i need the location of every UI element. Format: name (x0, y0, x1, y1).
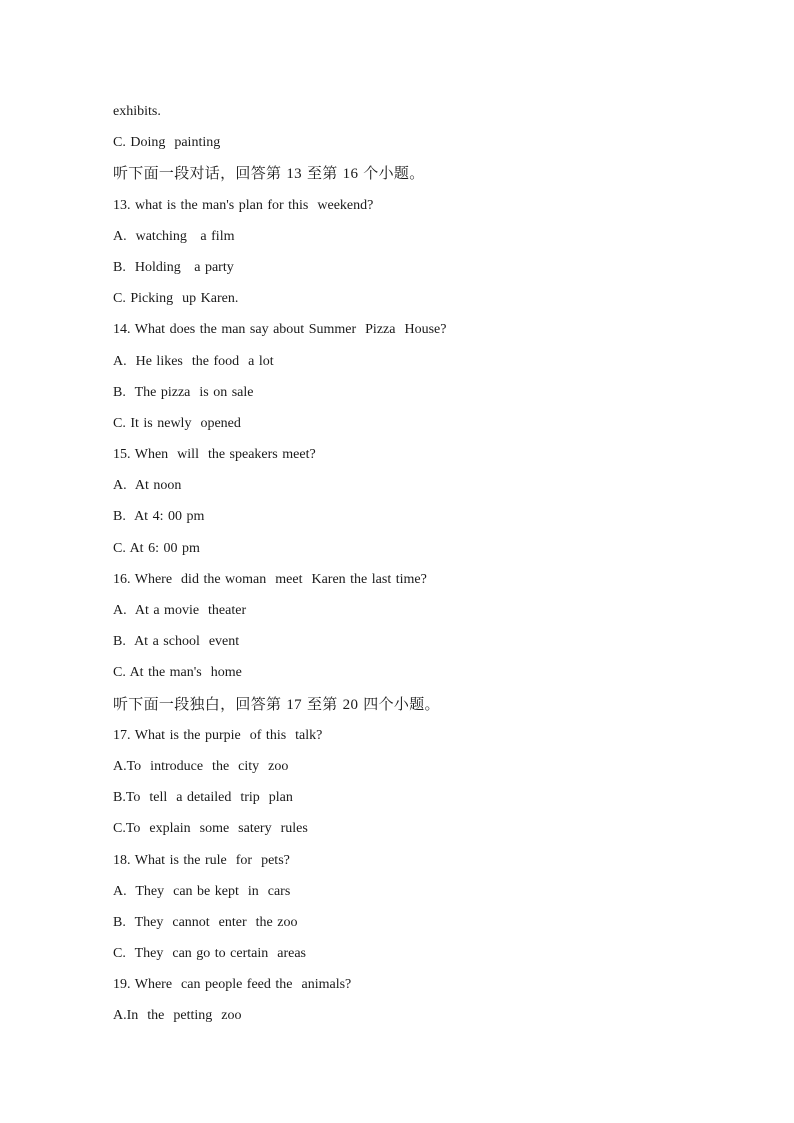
answer-option: A. At noon (113, 478, 182, 494)
answer-option: A. At a movie theater (113, 603, 247, 618)
question-16: 16. Where did the woman meet Karen the last time? (113, 571, 427, 587)
answer-option: B. Holding a party (113, 259, 234, 275)
answer-option: C. Doing painting (113, 135, 221, 151)
answer-option: A.To introduce the city zoo (113, 758, 289, 774)
question-13: 13. what is the man's plan for this weekend? (113, 197, 374, 213)
question-15: 15. When will the speakers meet? (113, 447, 316, 463)
question-19: 19. Where can people feed the animals? (113, 977, 352, 993)
answer-option: B.To tell a detailed trip plan (113, 790, 293, 806)
answer-option: C. They can go to certain areas (113, 946, 307, 962)
question-14: 14. What does the man say about Summer Pizza House? (113, 322, 447, 338)
answer-option: B. At 4: 00 pm (113, 509, 205, 525)
answer-option: B. They cannot enter the zoo (113, 914, 298, 930)
answer-option: B. At a school event (113, 634, 240, 650)
section-instruction: 听下面一段对话，回答第 13 至第 16 个小题。 (113, 166, 425, 183)
question-17: 17. What is the purpie of this talk? (113, 727, 323, 743)
answer-option: B. The pizza is on sale (113, 384, 254, 400)
answer-option: A. watching a film (113, 228, 235, 244)
answer-option: C. At the man's home (113, 665, 242, 681)
question-18: 18. What is the rule for pets? (113, 852, 290, 868)
text-line: exhibits. (113, 104, 161, 119)
answer-option: C.To explain some satery rules (113, 821, 308, 837)
section-instruction: 听下面一段独白，回答第 17 至第 20 四个小题。 (113, 696, 440, 713)
answer-option: A.In the petting zoo (113, 1008, 242, 1024)
answer-option: C. At 6: 00 pm (113, 540, 200, 556)
answer-option: C. Picking up Karen. (113, 291, 239, 307)
document-page (113, 101, 713, 1037)
answer-option: A. He likes the food a lot (113, 353, 274, 369)
answer-option: C. It is newly opened (113, 415, 241, 431)
answer-option: A. They can be kept in cars (113, 883, 291, 899)
